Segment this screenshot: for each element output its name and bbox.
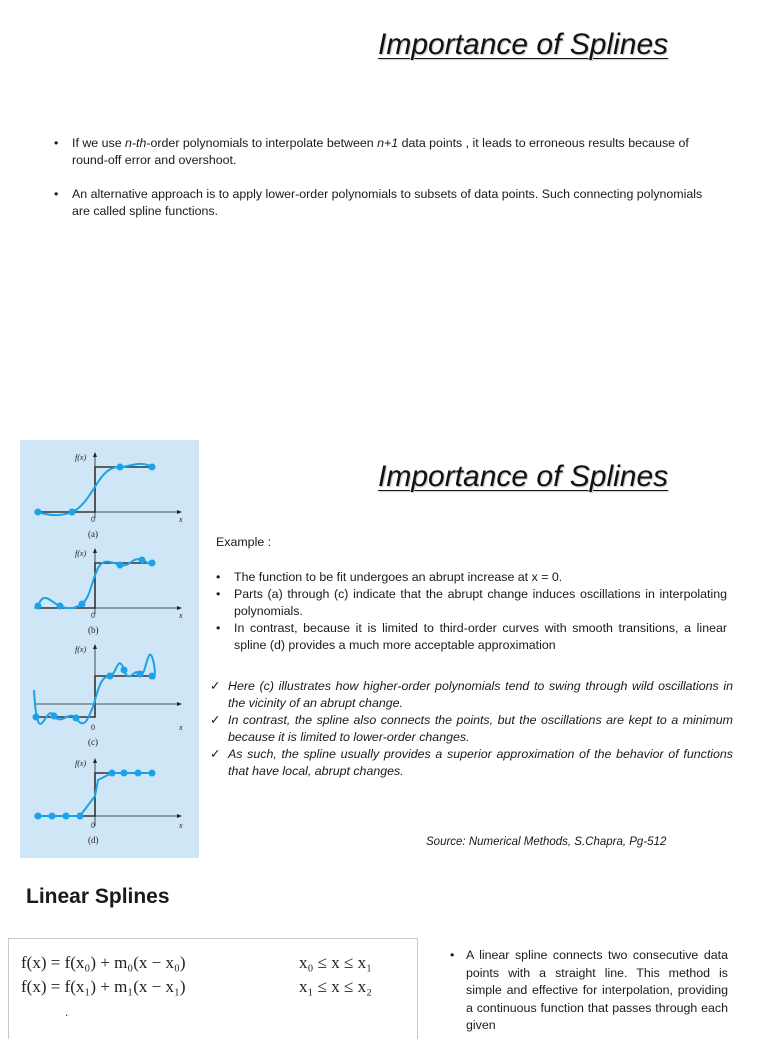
continuation-dot: . [65, 1005, 69, 1019]
origin-a: 0 [91, 515, 95, 524]
checkmark-list [210, 678, 733, 780]
check-item: ✓ Here (c) illustrates how higher-order polynomials tend to swing through wild oscillations in the vicinity of an abrupt change. [210, 679, 733, 710]
range-1: x₀ ≤ x ≤ x₁ [299, 953, 373, 972]
xlabel-c: x [179, 723, 183, 732]
xlabel-a: x [179, 515, 183, 524]
equation-1: f(x) = f(x₀) + m₀(x − x₀) [21, 953, 186, 972]
caption-b: (b) [88, 625, 99, 635]
spline-comparison-figure [20, 440, 199, 858]
origin-b: 0 [91, 611, 95, 620]
caption-a: (a) [88, 529, 98, 539]
range-2: x₁ ≤ x ≤ x₂ [299, 977, 373, 996]
example-bullet-list [216, 569, 727, 654]
source-citation: Source: Numerical Methods, S.Chapra, Pg-512 [426, 836, 667, 848]
check-item: ✓ As such, the spline usually provides a superior approximation of the behavior of functions that have local, abrupt changes. [210, 747, 733, 778]
linear-splines-heading: Linear Splines [26, 885, 170, 908]
ylabel-c: f(x) [75, 645, 87, 654]
origin-c: 0 [91, 723, 95, 732]
bullet-item: • An alternative approach is to apply lower-order polynomials to subsets of data points. Such connecting polynomials are called spline functions. [54, 186, 722, 220]
slide-title-1: Importance of Splines [378, 28, 669, 61]
example-label: Example : [216, 535, 272, 549]
ylabel-b: f(x) [75, 549, 87, 558]
caption-c: (c) [88, 737, 98, 747]
bullet-item: • Parts (a) through (c) indicate that the abrupt change induces oscillations in interpolating polynomials. [216, 586, 727, 620]
bullet-item: • The function to be fit undergoes an abrupt increase at x = 0. [216, 569, 727, 586]
xlabel-d: x [179, 821, 183, 830]
check-icon: ✓ [210, 679, 221, 693]
equation-2: f(x) = f(x₁) + m₁(x − x₁) [21, 977, 186, 996]
ylabel-a: f(x) [75, 453, 87, 462]
xlabel-b: x [179, 611, 183, 620]
bullet-item: • In contrast, because it is limited to third-order curves with smooth transitions, a linear spline (d) provides a much more acceptable approximation [216, 620, 727, 654]
spline-panels-svg [20, 440, 199, 858]
linear-spline-bullet-list [450, 947, 728, 1035]
slide-title-2: Importance of Splines [378, 460, 669, 493]
origin-d: 0 [91, 821, 95, 830]
bullet-item: • A linear spline connects two consecutive data points with a straight line. This method is simple and effective for interpolation, providing a continuous function that passes through each given [450, 947, 728, 1035]
ylabel-d: f(x) [75, 759, 87, 768]
caption-d: (d) [88, 835, 99, 845]
check-icon: ✓ [210, 747, 221, 761]
check-item: ✓ In contrast, the spline also connects the points, but the oscillations are kept to a minimum because it is limited to lower-order changes. [210, 713, 733, 744]
intro-bullet-list [54, 135, 722, 237]
check-icon: ✓ [210, 713, 221, 727]
bullet-item: • If we use n-th-order polynomials to interpolate between n+1 data points , it leads to erroneous results because of round-off error and overshoot. [54, 135, 722, 169]
